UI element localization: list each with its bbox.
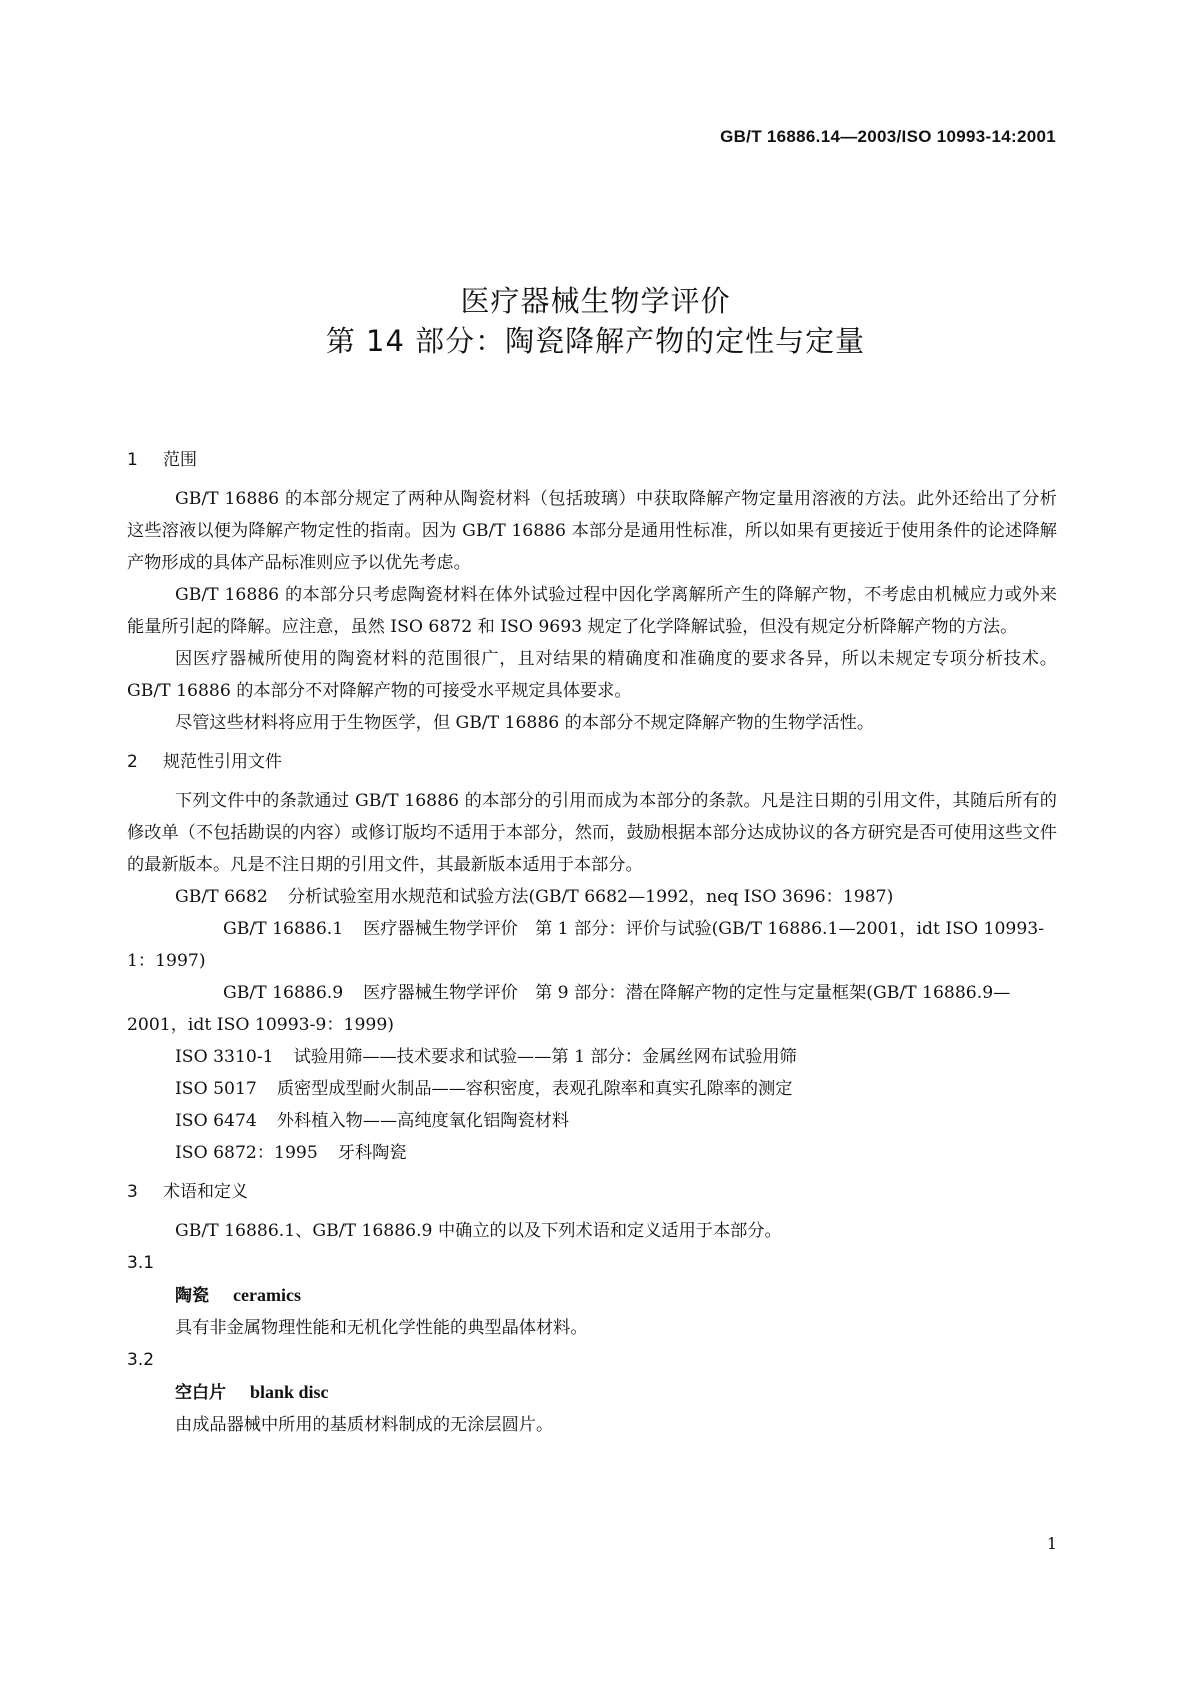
section-title: 规范性引用文件	[163, 752, 282, 772]
section-heading-normative-references	[127, 746, 1057, 778]
document-title-line1: 医疗器械生物学评价	[460, 284, 731, 318]
section-number: 3	[127, 1182, 138, 1202]
reference-code: GB/T 16886.9	[223, 983, 344, 1003]
reference-item	[127, 1137, 1057, 1169]
paragraph: GB/T 16886.1、GB/T 16886.9 中确立的以及下列术语和定义适用于本部分。	[175, 1221, 782, 1241]
reference-item	[127, 1105, 1057, 1137]
term-chinese: 陶瓷	[175, 1286, 209, 1306]
reference-text: 质密型成型耐火制品——容积密度，表观孔隙率和真实孔隙率的测定	[276, 1079, 793, 1099]
reference-code: GB/T 6682	[175, 887, 268, 907]
section-title: 范围	[163, 450, 197, 470]
paragraph: GB/T 16886 的本部分只考虑陶瓷材料在体外试验过程中因化学离解所产生的降解产物，不考虑由机械应力或外来能量所引起的降解。应注意，虽然 ISO 6872 和 ISO 9693 规定了化学降解试验，但没有规定分析降解产物的方法。	[127, 585, 1057, 637]
term-number: 3.1	[127, 1253, 155, 1273]
reference-text: 医疗器械生物学评价 第 1 部分：评价与试验(GB/T 16886.1—2001，idt ISO 10993-1：1997)	[127, 919, 1045, 971]
reference-code: ISO 6474	[175, 1111, 257, 1131]
document-title-line2: 第 14 部分：陶瓷降解产物的定性与定量	[325, 324, 866, 358]
paragraph: 因医疗器械所使用的陶瓷材料的范围很广，且对结果的精确度和准确度的要求各异，所以未规定专项分析技术。GB/T 16886 的本部分不对降解产物的可接受水平规定具体要求。	[127, 649, 1057, 701]
document-body	[127, 444, 1057, 1441]
reference-item	[127, 1073, 1057, 1105]
reference-code: ISO 6872：1995	[175, 1143, 318, 1163]
paragraph: 尽管这些材料将应用于生物医学，但 GB/T 16886 的本部分不规定降解产物的生物学活性。	[175, 713, 875, 733]
section-heading-scope	[127, 444, 1057, 476]
reference-item	[127, 1041, 1057, 1073]
section-heading-terms-and-definitions	[127, 1176, 1057, 1208]
reference-item	[127, 881, 1057, 913]
section-number: 1	[127, 450, 138, 470]
term-english: ceramics	[233, 1285, 301, 1305]
term-number: 3.2	[127, 1350, 155, 1370]
reference-text: 分析试验室用水规范和试验方法(GB/T 6682—1992，neq ISO 3696：1987)	[287, 887, 894, 907]
reference-text: 医疗器械生物学评价 第 9 部分：潜在降解产物的定性与定量框架(GB/T 16886.9—2001，idt ISO 10993-9：1999)	[127, 983, 1011, 1035]
section-title: 术语和定义	[163, 1182, 248, 1202]
reference-text: 外科植入物——高纯度氧化铝陶瓷材料	[276, 1111, 570, 1131]
reference-code: GB/T 16886.1	[223, 919, 344, 939]
section-number: 2	[127, 752, 138, 772]
term-definition: 具有非金属物理性能和无机化学性能的典型晶体材料。	[175, 1318, 588, 1338]
paragraph: 下列文件中的条款通过 GB/T 16886 的本部分的引用而成为本部分的条款。凡是注日期的引用文件，其随后所有的修改单（不包括勘误的内容）或修订版均不适用于本部分，然而，鼓励根据本部分达成协议的各方研究是否可使用这些文件的最新版本。凡是不注日期的引用文件，其最新版本适用于本部分。	[127, 791, 1057, 875]
reference-item	[127, 977, 1057, 1041]
term-entry	[127, 1279, 1057, 1312]
reference-text: 试验用筛——技术要求和试验——第 1 部分：金属丝网布试验用筛	[293, 1047, 797, 1067]
paragraph: GB/T 16886 的本部分规定了两种从陶瓷材料（包括玻璃）中获取降解产物定量用溶液的方法。此外还给出了分析这些溶液以便为降解产物定性的指南。因为 GB/T 16886 本部分是通用性标准，所以如果有更接近于使用条件的论述降解产物形成的具体产品标准则应予以优先考虑。	[127, 489, 1057, 573]
page-number: 1	[1046, 1534, 1057, 1553]
term-definition: 由成品器械中所用的基质材料制成的无涂层圆片。	[175, 1415, 554, 1435]
reference-item	[127, 913, 1057, 977]
term-chinese: 空白片	[175, 1383, 226, 1403]
reference-code: ISO 3310-1	[175, 1047, 274, 1067]
term-entry	[127, 1376, 1057, 1409]
reference-text: 牙科陶瓷	[337, 1143, 407, 1163]
reference-code: ISO 5017	[175, 1079, 257, 1099]
standard-code: GB/T 16886.14—2003/ISO 10993-14:2001	[720, 127, 1056, 146]
term-english: blank disc	[250, 1382, 329, 1402]
